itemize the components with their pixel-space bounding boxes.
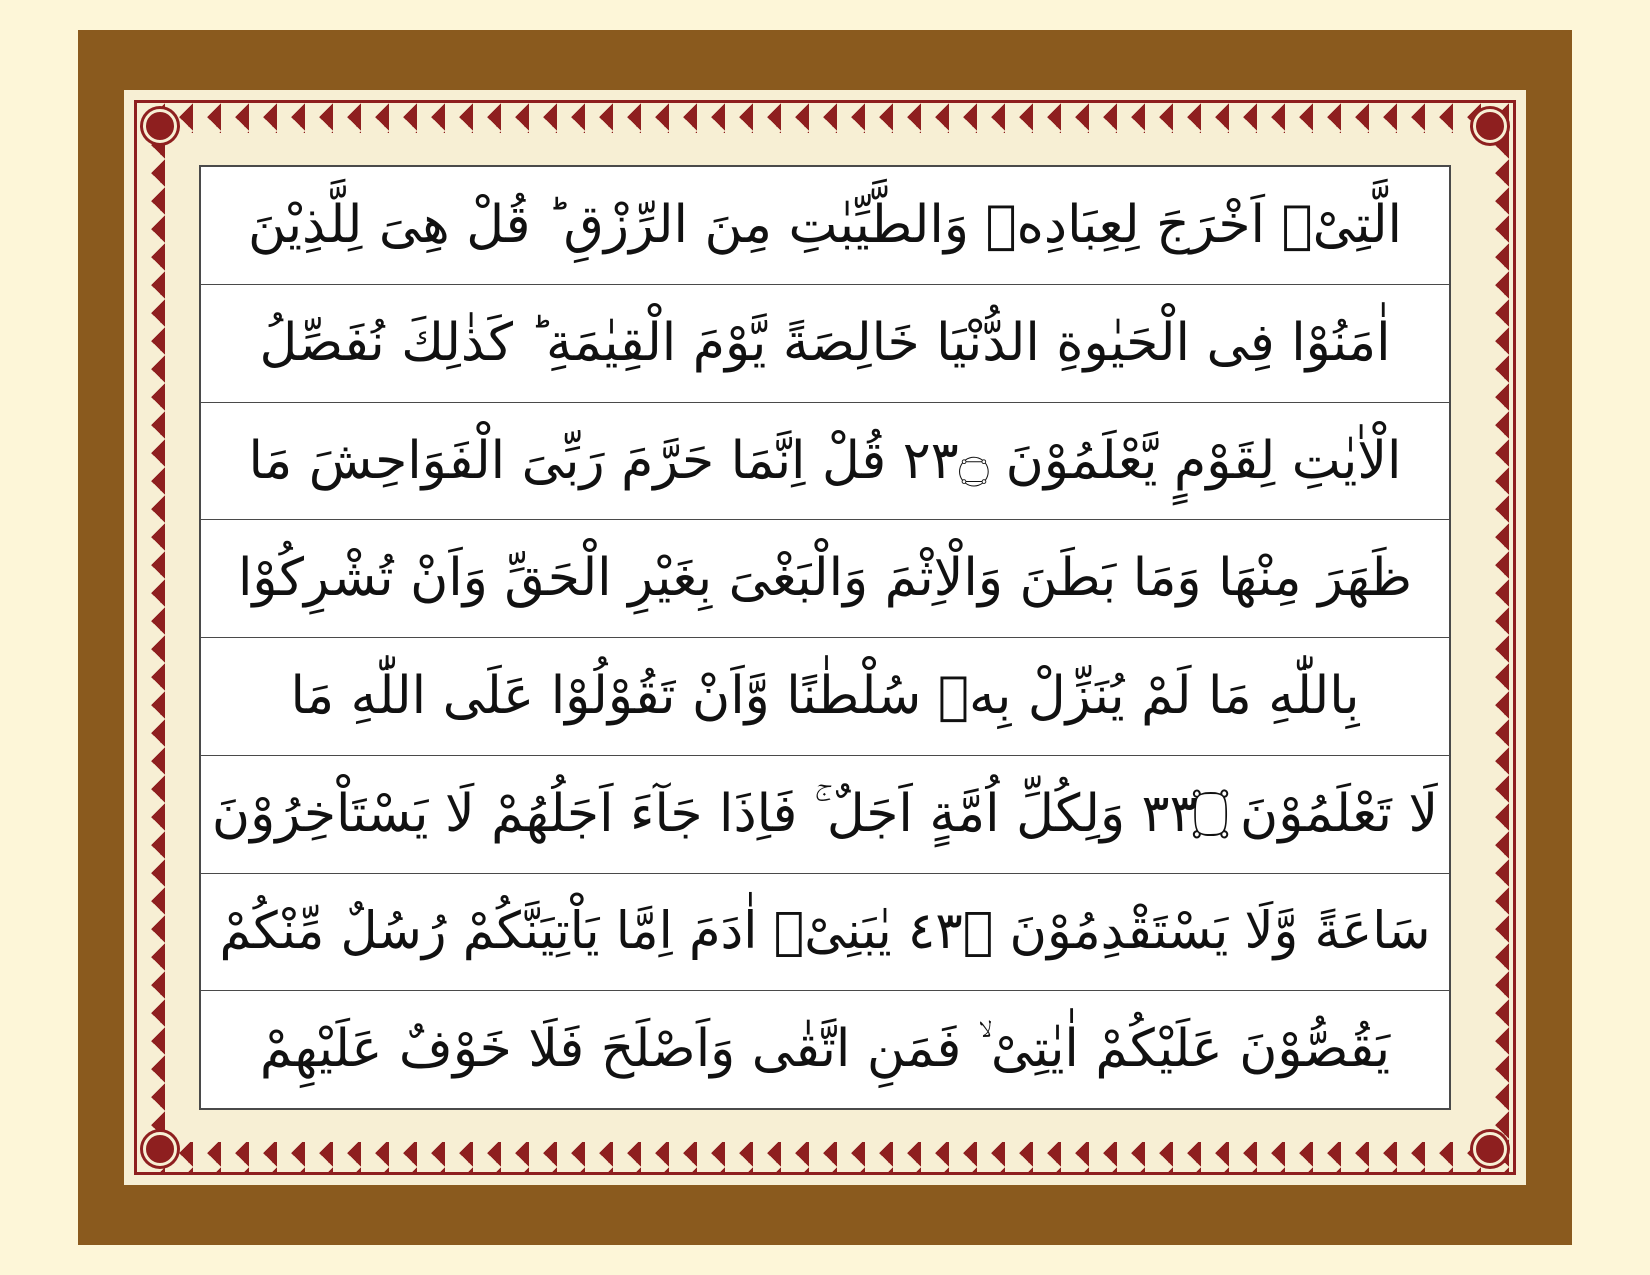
arabic-text-line-3: الْاٰيٰتِ لِقَوْمٍ يَّعْلَمُوْنَ ۝٣٢ قُلْ اِنَّمَا حَرَّمَ رَبِّىَ الْفَوَاحِشَ مَا xyxy=(248,430,1402,491)
corner-medallion-top-left xyxy=(143,109,177,143)
arabic-text-line-8: يَقُصُّوْنَ عَلَيْكُمْ اٰيٰتِىْ ۙ فَمَنِ اتَّقٰى وَاَصْلَحَ فَلَا خَوْفٌ عَلَيْهِمْ xyxy=(259,1019,1391,1080)
text-line-5 xyxy=(201,638,1449,756)
text-line-3 xyxy=(201,403,1449,521)
arabic-text-line-7: سَاعَةً وَّلَا يَسْتَقْدِمُوْنَ ۝٣٤ يٰبَنِىْۤ اٰدَمَ اِمَّا يَاْتِيَنَّكُمْ رُسُلٌ مِّنْكُمْ xyxy=(219,902,1431,962)
decorative-border-band xyxy=(134,100,1516,1175)
arabic-text-line-6: لَا تَعْلَمُوْنَ ۝٣٣ وَلِكُلِّ اُمَّةٍ اَجَلٌ ۚ فَاِذَا جَآءَ اَجَلُهُمْ لَا يَسْتَاْخِرُوْنَ xyxy=(211,783,1439,844)
text-line-7 xyxy=(201,874,1449,992)
arabic-text-line-2: اٰمَنُوْا فِى الْحَيٰوةِ الدُّنْيَا خَالِصَةً يَّوْمَ الْقِيٰمَةِ ؕ كَذٰلِكَ نُفَصِّلُ xyxy=(259,312,1391,373)
text-line-8 xyxy=(201,991,1449,1108)
cream-inset-panel xyxy=(124,90,1526,1185)
text-line-2 xyxy=(201,285,1449,403)
arabic-text-line-1: الَّتِىْۤ اَخْرَجَ لِعِبَادِهٖ وَالطَّيِّبٰتِ مِنَ الرِّزْقِ ؕ قُلْ هِىَ لِلَّذِيْنَ xyxy=(247,195,1402,256)
corner-medallion-bottom-left xyxy=(143,1132,177,1166)
arabic-text-line-4: ظَهَرَ مِنْهَا وَمَا بَطَنَ وَالْاِثْمَ وَالْبَغْىَ بِغَيْرِ الْحَقِّ وَاَنْ تُشْرِكُوْا xyxy=(237,548,1413,609)
outer-brown-frame xyxy=(78,30,1572,1245)
text-line-6 xyxy=(201,756,1449,874)
corner-medallion-bottom-right xyxy=(1473,1132,1507,1166)
text-line-1 xyxy=(201,167,1449,285)
text-line-4 xyxy=(201,520,1449,638)
corner-medallion-top-right xyxy=(1473,109,1507,143)
quran-text-block xyxy=(199,165,1451,1110)
arabic-text-line-5: بِاللّٰهِ مَا لَمْ يُنَزِّلْ بِهٖ سُلْطٰنًا وَّاَنْ تَقُوْلُوْا عَلَى اللّٰهِ مَا xyxy=(290,666,1360,727)
